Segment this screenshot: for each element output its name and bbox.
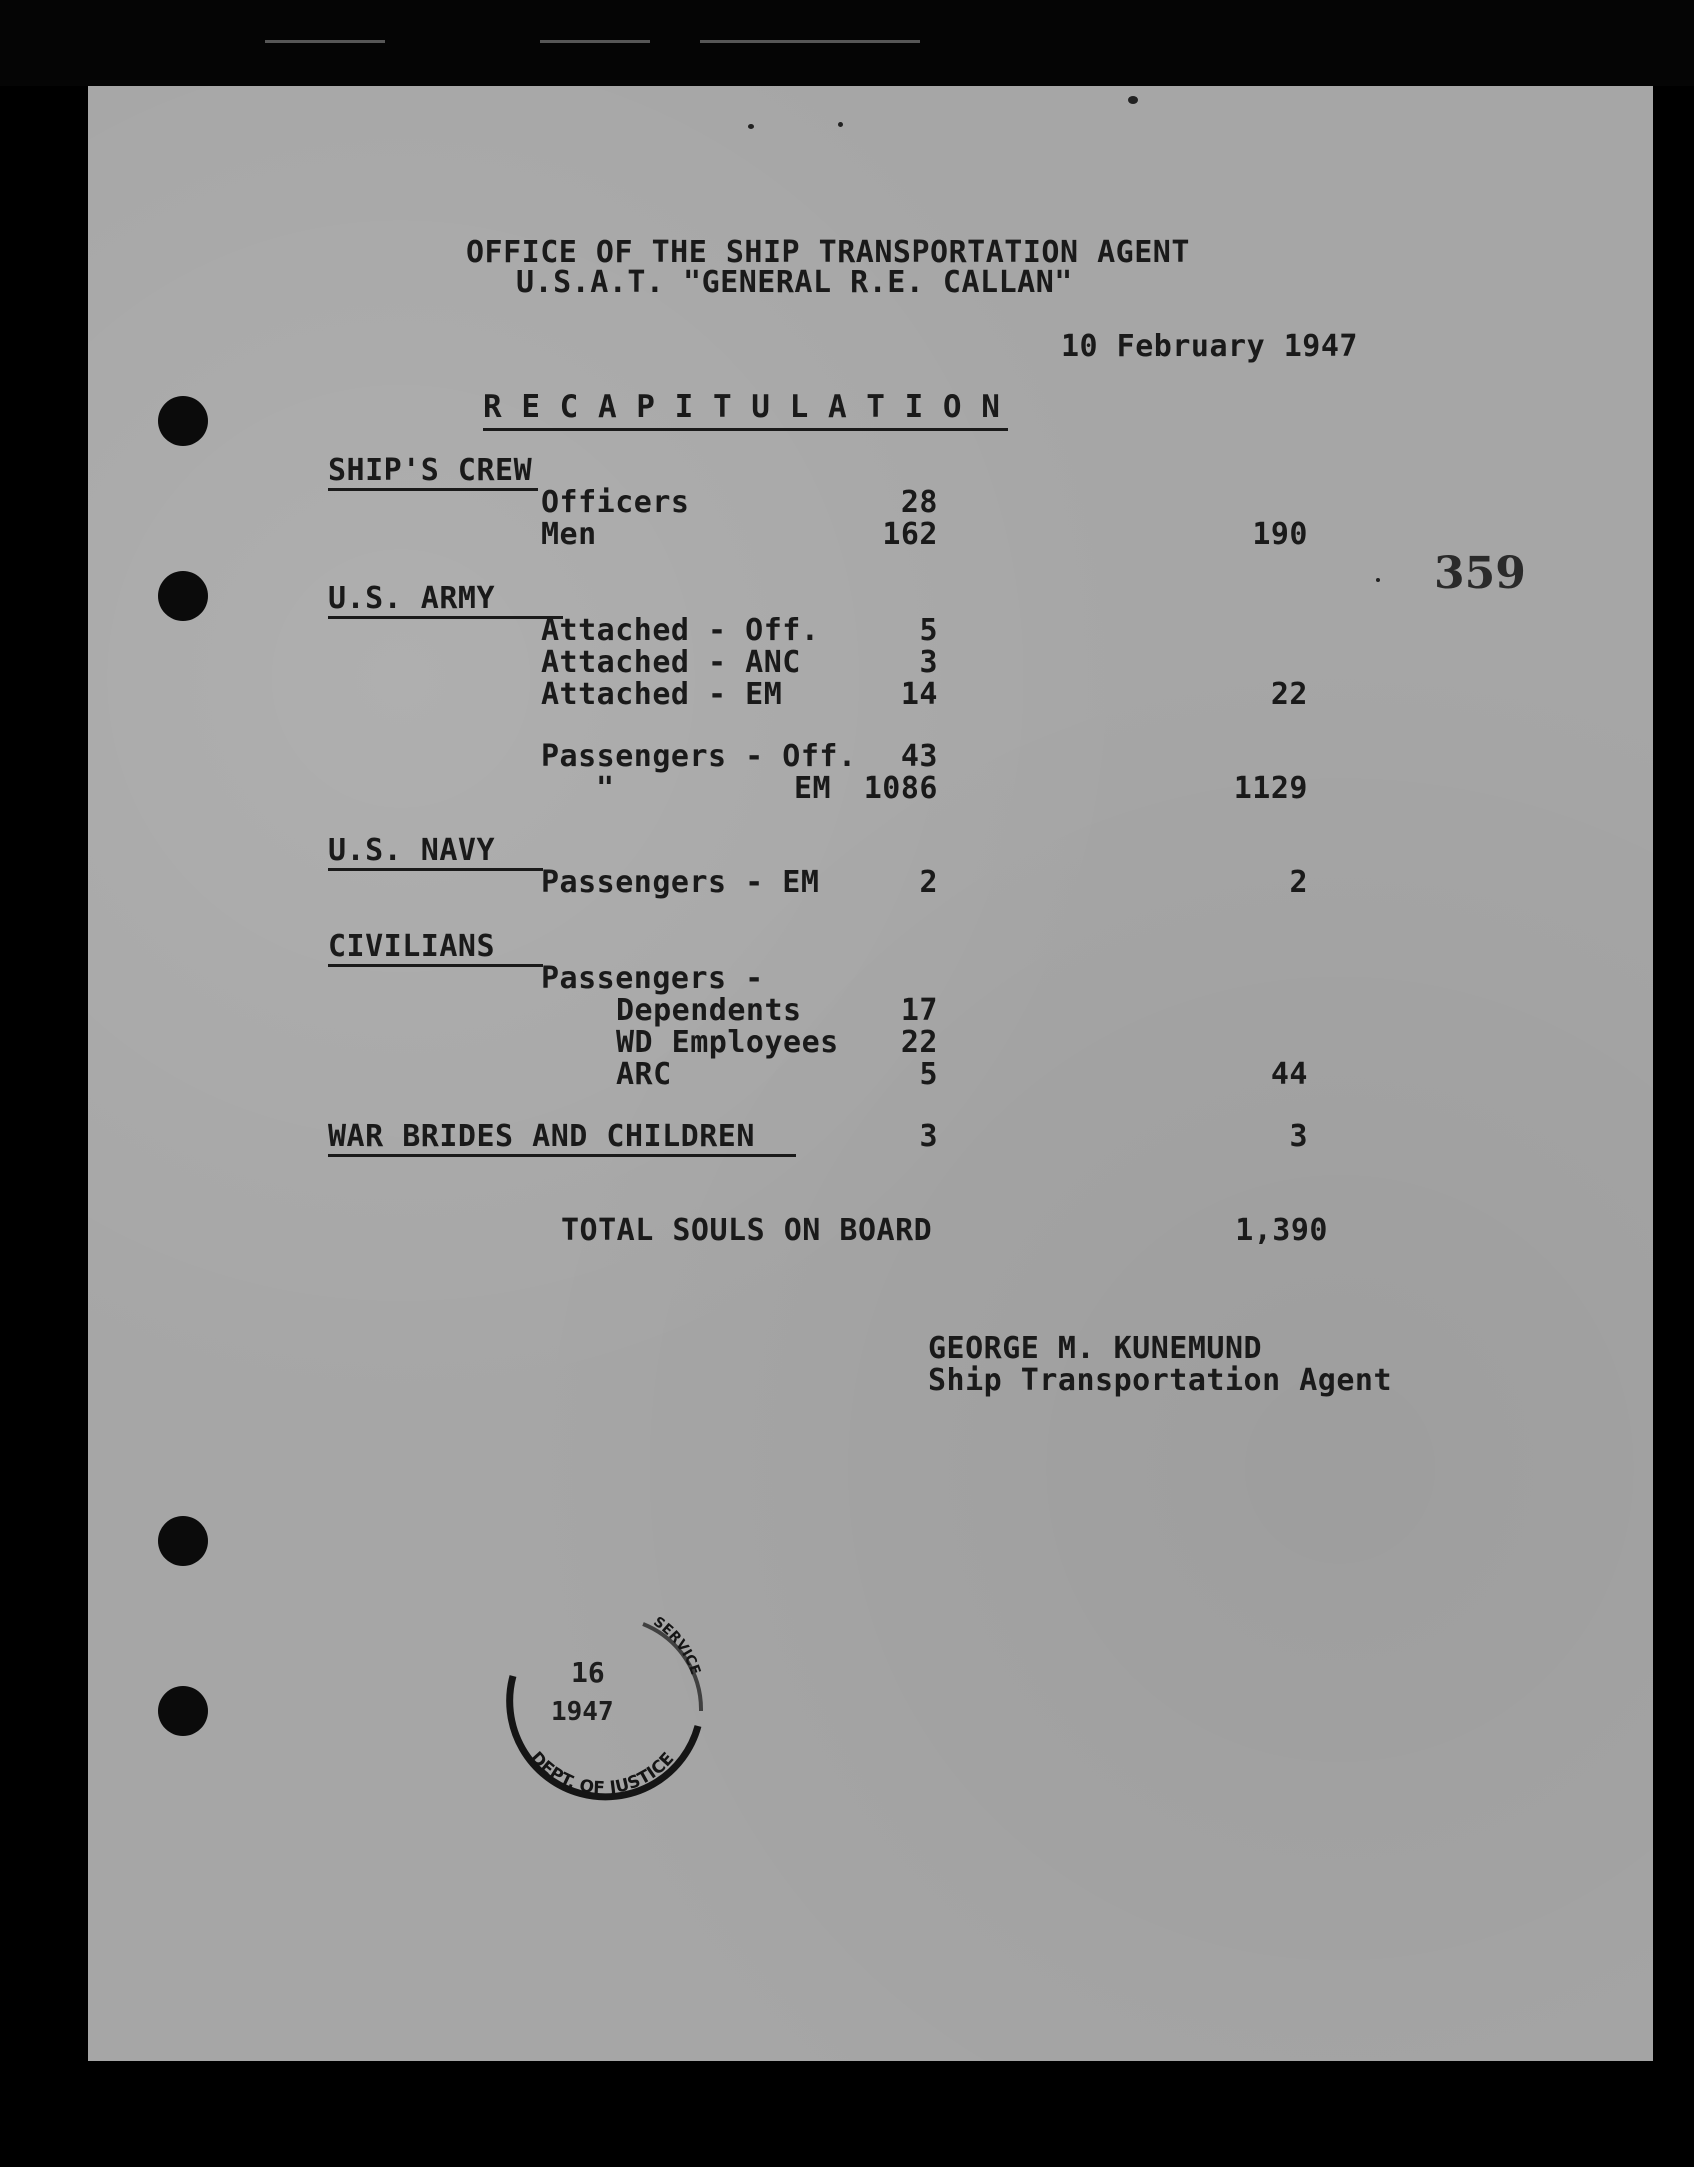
army-attached-em-label: Attached - EM — [541, 677, 783, 712]
section-heading-army: U.S. ARMY — [328, 581, 496, 616]
army-ditto-mark: " — [596, 771, 615, 806]
stamp-bottom-text: DEPT. OF JUSTICE — [525, 1748, 679, 1799]
heading-underline — [328, 1154, 796, 1157]
punch-hole — [158, 396, 208, 446]
punch-hole — [158, 1516, 208, 1566]
signature-title: Ship Transportation Agent — [928, 1363, 1393, 1398]
total-value: 1,390 — [1235, 1213, 1328, 1248]
received-stamp — [473, 1616, 733, 1826]
total-label: TOTAL SOULS ON BOARD — [561, 1213, 933, 1248]
army-attached-off-value: 5 — [919, 613, 938, 648]
section-heading-civilians: CIVILIANS — [328, 929, 496, 964]
civilians-arc-value: 5 — [919, 1057, 938, 1092]
war-brides-subtotal: 3 — [1289, 1119, 1308, 1154]
ink-speck — [1376, 578, 1380, 582]
civilians-arc-label: ARC — [616, 1057, 672, 1092]
army-passengers-off-label: Passengers - Off. — [541, 739, 857, 774]
navy-passengers-em-label: Passengers - EM — [541, 865, 820, 900]
army-passengers-subtotal: 1129 — [1233, 771, 1308, 806]
army-attached-em-value: 14 — [900, 677, 938, 712]
document-title: R E C A P I T U L A T I O N — [483, 389, 1001, 425]
army-attached-anc-label: Attached - ANC — [541, 645, 801, 680]
army-attached-off-label: Attached - Off. — [541, 613, 820, 648]
punch-hole — [158, 571, 208, 621]
section-heading-war-brides: WAR BRIDES AND CHILDREN — [328, 1119, 755, 1154]
stamp-side-text: SERVICE — [650, 1616, 704, 1677]
scan-border-top — [0, 0, 1694, 86]
civilians-wd-value: 22 — [900, 1025, 938, 1060]
army-passengers-off-value: 43 — [900, 739, 938, 774]
section-heading-navy: U.S. NAVY — [328, 833, 496, 868]
civilians-subtotal: 44 — [1270, 1057, 1308, 1092]
document-date: 10 February 1947 — [1061, 329, 1358, 364]
signature-name: GEORGE M. KUNEMUND — [928, 1331, 1263, 1366]
ink-speck — [838, 122, 843, 127]
page-number: 359 — [1434, 548, 1526, 599]
scan-artifact — [540, 40, 650, 43]
navy-subtotal: 2 — [1289, 865, 1308, 900]
civilians-dependents-label: Dependents — [616, 993, 802, 1028]
navy-passengers-em-value: 2 — [919, 865, 938, 900]
war-brides-value: 3 — [919, 1119, 938, 1154]
ink-speck — [1128, 96, 1138, 104]
document-page — [88, 86, 1653, 2061]
crew-officers-label: Officers — [541, 485, 690, 520]
heading-underline — [328, 964, 543, 967]
civilians-dependents-value: 17 — [900, 993, 938, 1028]
heading-underline — [328, 868, 543, 871]
stamp-year: 1947 — [551, 1697, 614, 1727]
stamp-day: 16 — [571, 1656, 605, 1689]
scan-artifact — [265, 40, 385, 43]
army-attached-subtotal: 22 — [1270, 677, 1308, 712]
header-ship: U.S.A.T. "GENERAL R.E. CALLAN" — [516, 265, 1073, 300]
crew-men-value: 162 — [882, 517, 938, 552]
crew-subtotal: 190 — [1252, 517, 1308, 552]
heading-underline — [328, 616, 563, 619]
army-passengers-em-value: 1086 — [863, 771, 938, 806]
scan-artifact — [700, 40, 920, 43]
civilians-passengers-label: Passengers - — [541, 961, 764, 996]
title-underline — [483, 428, 1008, 431]
header-office: OFFICE OF THE SHIP TRANSPORTATION AGENT — [466, 235, 1190, 270]
ink-speck — [748, 124, 754, 129]
civilians-wd-label: WD Employees — [616, 1025, 839, 1060]
punch-hole — [158, 1686, 208, 1736]
army-attached-anc-value: 3 — [919, 645, 938, 680]
heading-underline — [328, 488, 538, 491]
army-passengers-em-label: EM — [794, 771, 832, 806]
section-heading-crew: SHIP'S CREW — [328, 453, 533, 488]
crew-men-label: Men — [541, 517, 597, 552]
crew-officers-value: 28 — [900, 485, 938, 520]
